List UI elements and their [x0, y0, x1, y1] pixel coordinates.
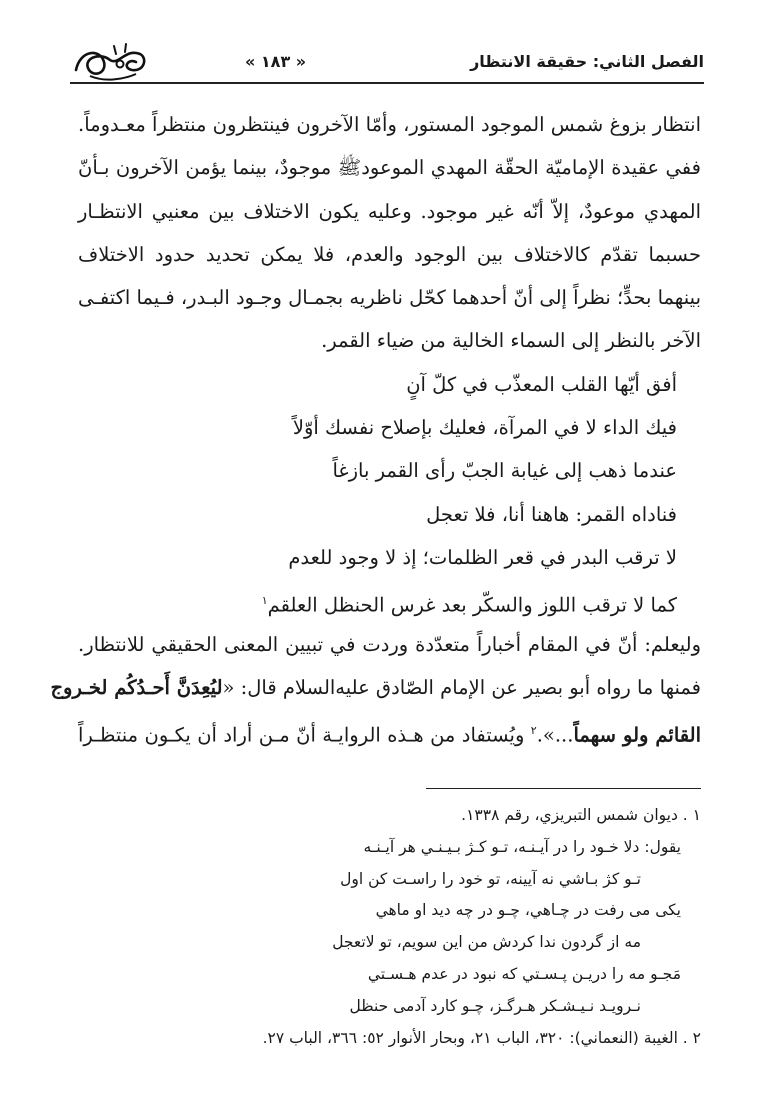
paragraph-line: انتظار بزوغ شمس الموجود المستور، وأمّا الآخرون فينتظرون منتظراً معـدوماً. [78, 113, 701, 136]
paragraph-line [50, 666, 701, 709]
paragraph-continuation: ويُستفاد من هـذه الروايـة أنّ مـن أراد أن يكـون منتظـراً [78, 723, 531, 747]
paragraph-line: حسبما تقدّم كالاختلاف بين الوجود والعدم، فلا يمكن تحديد حدود الاختلاف [78, 242, 701, 266]
paragraph-line: بينهما بحدٍّ؛ نظراً إلى أنّ أحدهما كحّل ناظريه بجمـال وجـود البـدر، فـيما اكتفـى [77, 286, 701, 310]
verse-line: فناداه القمر: هاهنا أنا، فلا تعجل [426, 502, 677, 526]
page-number: « ١٨٣ » [245, 52, 307, 71]
footnote-2: ٢ . الغيبة (النعماني): ٣٢٠، الباب ٢١، وبحار الأنوار ٥٢: ٣٦٦، الباب ٢٧. [262, 1028, 701, 1047]
verse-line: عندما ذهب إلى غيابة الجبّ رأى القمر بازغاً [332, 459, 677, 483]
main-text [50, 103, 701, 752]
footnotes [78, 800, 701, 1054]
verse-line: أفق أيّها القلب المعذّب في كلّ آنٍ [406, 372, 677, 396]
paragraph-line: المهدي موعودٌ، إلاّ أنّه غير موجود. وعليه يكون الاختلاف بين معنيي الانتظـار [78, 199, 701, 223]
narration-intro: فمنها ما رواه أبو بصير عن الإمام الصّادق عليه‌السلام قال: « [222, 675, 701, 699]
footnote-1: ١ . ديوان شمس التبريزي، رقم ١٣٣٨. [461, 806, 701, 824]
verse-line: فيك الداء لا في المرآة، فعليك بإصلاح نفسك أوّلاً [292, 416, 677, 440]
header-divider [70, 82, 704, 84]
hadith-text: القائم ولو سهماً [573, 723, 701, 747]
footnote-poem-line: تـو كژ بـاشي نه آيينه، تو خود را راسـت كن اول [340, 869, 641, 888]
paragraph-line: وليعلم: أنّ في المقام أخباراً متعدّدة وردت في تبيين المعنى الحقيقي للانتظار. [78, 632, 701, 656]
hadith-close: ...». [536, 723, 574, 747]
paragraph-line: ففي عقيدة الإماميّة الحقّة المهدي الموعودﷺ موجودٌ، بينما يؤمن الآخرون بـأنّ [78, 156, 701, 180]
footnote-marker: ٢ [530, 724, 537, 738]
paragraph-line [78, 709, 701, 752]
chapter-title: الفصل الثاني: حقيقة الانتظار [470, 52, 704, 71]
verse-text: كما لا ترقب اللوز والسكّر بعد غرس الحنظل العلقم [267, 593, 677, 617]
hadith-text: ليُعِدَنَّ أَحـدُكُم لخـروج [50, 675, 223, 699]
footnote-poem-line: يكى مى رفت در چـاهي، چـو در چه ديد او ماهي [375, 901, 681, 920]
footnote-poem-line: مه از گردون ندا كردش من اين سويم، تو لاتعجل [332, 933, 641, 952]
paragraph-line: الآخر بالنظر إلى السماء الخالية من ضياء القمر. [321, 329, 701, 353]
page-header [70, 40, 704, 88]
footnote-marker: ١ [261, 594, 268, 608]
calligraphic-ornament-icon [70, 40, 150, 84]
verse-line: لا ترقب البدر في قعر الظلمات؛ إذ لا وجود للعدم [288, 545, 677, 569]
verse-line [78, 579, 701, 622]
footnote-divider [426, 788, 701, 789]
footnote-poem-line: مَجـو مه را دريـن پـسـتي كه نبود در عدم هـسـتي [367, 964, 681, 983]
footnote-poem-line: يقول: دلا خـود را در آيـنـه، تـو كـژ بـيـنـي هر آيـنـه [363, 837, 681, 856]
footnote-poem-line: نـرويـد نـيـشـكر هـرگـز، چـو كارد آدمى حنظل [349, 996, 641, 1015]
